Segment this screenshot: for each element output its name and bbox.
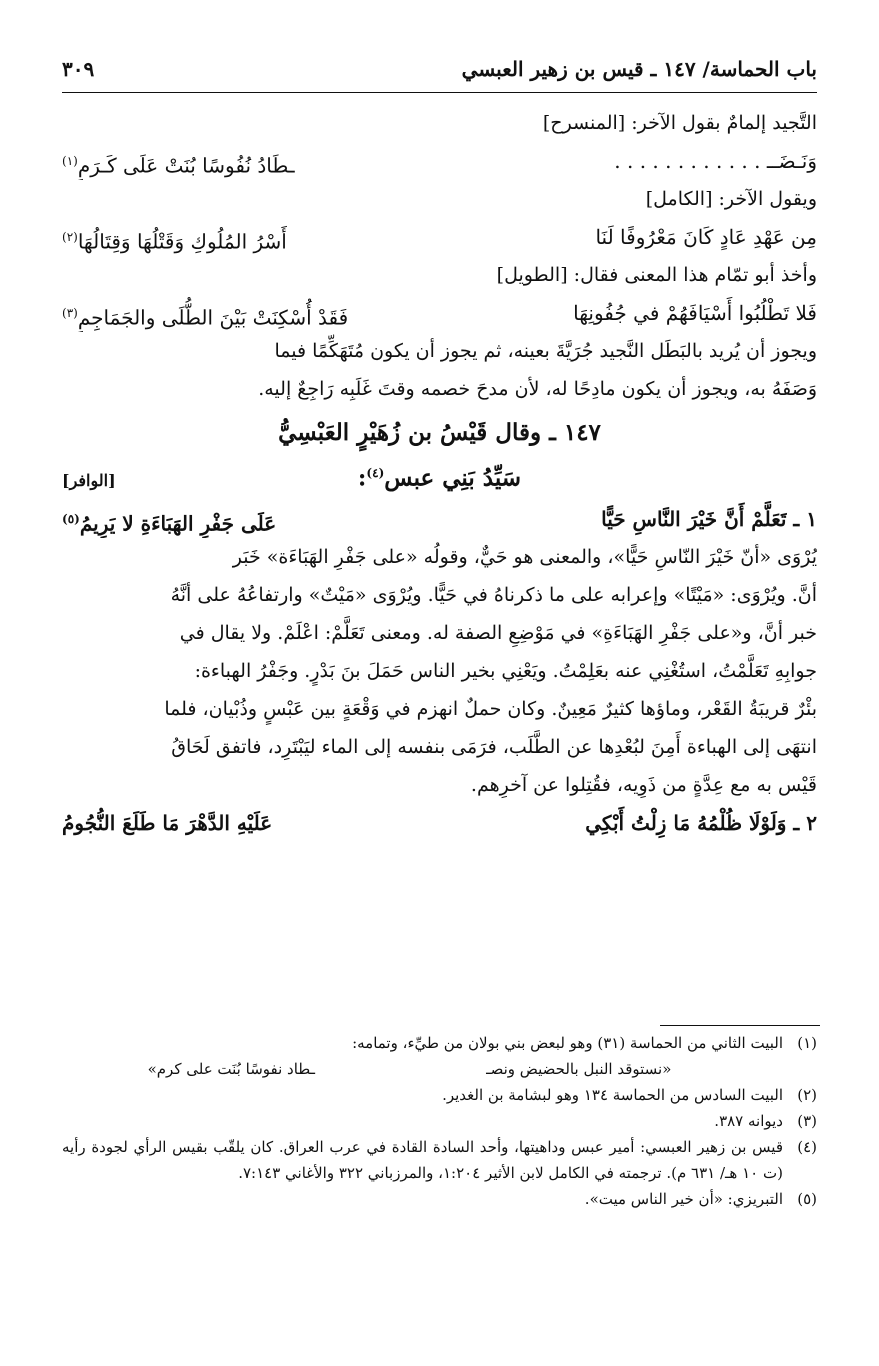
paragraph-line: وَصَفَهُ به، ويجوز أن يكون مادِحًا له، لأن مدحَ خصمه وقتَ غَلَبِه رَاجِعٌ إليه. bbox=[258, 378, 817, 400]
text-line: ويقول الآخر: [الكامل] bbox=[645, 188, 817, 210]
page-number: ٣٠٩ bbox=[62, 57, 95, 81]
footnote-number: (٤) bbox=[797, 1138, 817, 1156]
verse-first-hemistich: وَنَـضَــ . . . . . . . . . . . . bbox=[614, 149, 817, 173]
subtitle-text: سَيِّدُ بَنِي عبس bbox=[384, 464, 522, 492]
footnotes bbox=[62, 1030, 817, 1212]
quote-first-hemistich: «نستوقد النبل بالحضيض ونصـ bbox=[486, 1060, 672, 1078]
quote-second-hemistich: ـطاد نفوسًا بُنَت على كرم» bbox=[147, 1060, 315, 1078]
footnote-text: ديوانه ٣٨٧. bbox=[714, 1112, 783, 1130]
verse-first-hemistich: ١ ـ تَعَلَّمْ أَنَّ خَيْرَ النَّاسِ حَيًّا bbox=[601, 506, 817, 531]
page-header bbox=[62, 48, 817, 90]
hemistich-text: عَلَى جَفْرِ الهَبَاءَةِ لا يَرِيمُ bbox=[79, 511, 277, 536]
footnote-ref: (٥) bbox=[62, 511, 80, 526]
poem-subtitle bbox=[152, 454, 727, 498]
verse-second-hemistich bbox=[62, 294, 348, 332]
commentary-line: انتهَى إلى الهباءة أَمِنَ لبُعْدِها عن الطَّلَب، فرَمَى بنفسه إلى الماء ليَبْتَرِد، فاتفق لَحَاقُ bbox=[171, 735, 817, 758]
footnote-quote bbox=[62, 1056, 817, 1082]
footnote bbox=[62, 1082, 817, 1108]
footnote-text: البيت السادس من الحماسة ١٣٤ وهو لبشامة بن الغدير. bbox=[442, 1086, 783, 1104]
commentary-line: يُرْوَى «أنّ خَيْرَ النّاسِ حَيًّا»، والمعنى هو حَيٌّ، وقولُه «على جَفْرِ الهَبَاءَة» خَبَر bbox=[232, 545, 817, 568]
hemistich-text: فَقَدْ أُسْكِنَتْ بَيْنَ الطُّلَى والجَمَاجِمِ bbox=[77, 305, 349, 330]
verse-second-hemistich: عَلَيْهِ الدَّهْرَ مَا طَلَعَ النُّجُومُ bbox=[62, 810, 273, 835]
poem-verse-1 bbox=[62, 500, 817, 538]
hemistich-text: ـطَادُ نُفُوسًا بُنَتْ عَلَى كَـرَمِ bbox=[77, 153, 295, 178]
text-line: وأخذ أبو تمّام هذا المعنى فقال: [الطويل] bbox=[496, 264, 817, 286]
poem-meter: [الوافر] bbox=[62, 470, 116, 490]
verse-line bbox=[62, 218, 817, 256]
header-rule bbox=[62, 92, 817, 93]
text-line: التَّجيد إلمامٌ بقول الآخر: [المنسرح] bbox=[542, 112, 817, 134]
poem-subtitle-row bbox=[62, 454, 817, 500]
verse-line bbox=[62, 294, 817, 332]
subtitle-colon: : bbox=[357, 464, 367, 492]
footnote-number: (٣) bbox=[797, 1112, 817, 1130]
footnote-number: (١) bbox=[797, 1034, 817, 1052]
footnote-number: (٥) bbox=[797, 1190, 817, 1208]
footnote bbox=[62, 1134, 817, 1186]
commentary-line: قَيْس به مع عِدَّةٍ من ذَوِيه، فقُتِلوا عن آخرِهم. bbox=[470, 773, 817, 796]
verse-second-hemistich bbox=[62, 500, 276, 538]
poem-verse-2 bbox=[62, 804, 817, 842]
footnote-text: التبريزي: «أن خير الناس ميت». bbox=[584, 1190, 783, 1208]
commentary-line: بئْرٌ قريبَةُ القَعْر، وماؤها كثيرٌ مَعِينٌ. وكان حملٌ انهزم في وَقْعَةٍ بين عَبْسٍ وذُبْيان، فلما bbox=[164, 697, 817, 720]
main-text bbox=[62, 104, 817, 842]
footnote-rule bbox=[660, 1025, 820, 1026]
footnote-ref: (١) bbox=[62, 154, 78, 168]
footnote bbox=[62, 1108, 817, 1134]
verse-first-hemistich: فَلا تَطْلُبُوا أَسْيَافَهُمْ في جُفُونِهَا bbox=[573, 301, 817, 325]
footnote-number: (٢) bbox=[797, 1086, 817, 1104]
verse-second-hemistich bbox=[62, 142, 295, 180]
commentary-line: أنَّ. ويُرْوَى: «مَيْتًا» وإعرابه على ما ذكرناهُ في حَيًّا. ويُرْوَى «مَيْتٌ» وارتفاعُهُ على أنَّهُ bbox=[170, 583, 817, 606]
verse-second-hemistich bbox=[62, 218, 287, 256]
poem-title: ١٤٧ ـ وقال قَيْسُ بن زُهَيْرٍ العَبْسِيُّ bbox=[278, 419, 601, 446]
verse-line bbox=[62, 142, 817, 180]
verse-first-hemistich: مِن عَهْدِ عَادٍ كَانَ مَعْرُوفًا لَنَا bbox=[595, 225, 817, 249]
footnote-text: البيت الثاني من الحماسة (٣١) وهو لبعض بني بولان من طيِّء، وتمامه: bbox=[352, 1034, 783, 1052]
footnote-text: قيس بن زهير العبسي: أمير عبس وداهيتها، وأحد السادة القادة في عرب العراق. كان يلقّب بقيس الرأي لجودة رأيه (ت ١٠ هـ/ ٦٣١ م). ترجمته في الكامل لابن الأثير ١:٢٠٤، والمرزباني ٣٢٢ والأغاني ٧:١٤٣. bbox=[62, 1138, 783, 1182]
running-title: باب الحماسة/ ١٤٧ ـ قيس بن زهير العبسي bbox=[461, 57, 817, 81]
footnote-ref: (٤) bbox=[366, 466, 385, 480]
verse-first-hemistich: ٢ ـ وَلَوْلَا ظُلْمُهُ مَا زِلْتُ أَبْكِي bbox=[585, 810, 817, 835]
footnote bbox=[62, 1030, 817, 1056]
commentary-line: جوابِهِ تَعَلَّمْتُ، استُغْنِي عنه بعَلِمْتُ. ويَعْنِي بخير الناس حَمَلَ بنَ بَدْرٍ. وجَفْرُ الهباءة: bbox=[194, 659, 817, 682]
footnote-ref: (٣) bbox=[62, 306, 78, 320]
footnote bbox=[62, 1186, 817, 1212]
hemistich-text: أَسْرُ المُلُوكِ وَقَتْلُهَا وَقِتَالُهَا bbox=[77, 229, 287, 254]
commentary-line: خبر أنَّ، و«على جَفْرِ الهَبَاءَةِ» في مَوْضِعِ الصفة له. ومعنى تَعَلَّمْ: اعْلَمْ. ولا يقال في bbox=[179, 621, 817, 644]
paragraph-line: ويجوز أن يُريد بالبَطَل النَّجيد جُرَيَّةَ بعينه، ثم يجوز أن يكون مُتَهَكِّمًا فيما bbox=[274, 340, 817, 362]
footnote-ref: (٢) bbox=[62, 230, 78, 244]
